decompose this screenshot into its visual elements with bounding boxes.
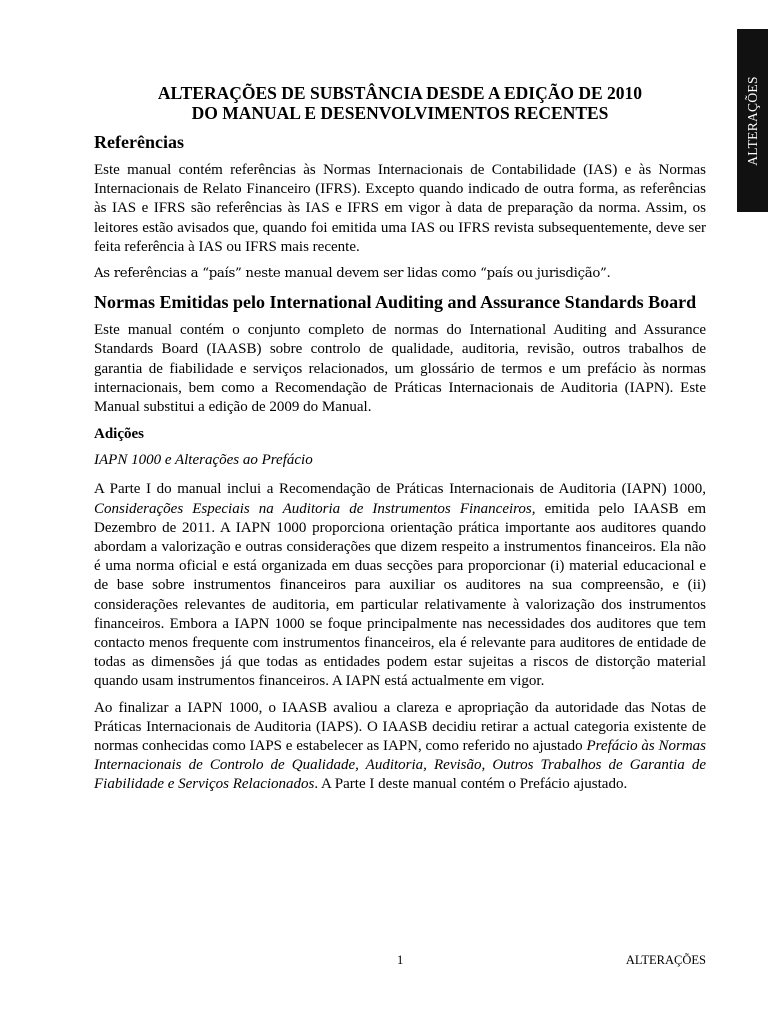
page-title [94, 83, 706, 123]
footer-running-header: ALTERAÇÕES [625, 953, 706, 967]
page-title-line-2: DO MANUAL E DESENVOLVIMENTOS RECENTES [191, 103, 609, 123]
paragraph-prefacio-text-b: . A Parte I deste manual contém o Prefácio ajustado. [314, 776, 628, 793]
heading-referencias: Referências [94, 132, 184, 152]
paragraph-prefacio-title: Prefácio às Normas Internacionais de Controlo de Qualidade, Auditoria, Revisão, Outros Trabalhos de Garantia de Fiabilidade e Serviços Relacionados [94, 738, 706, 793]
page-number: 1 [397, 953, 404, 967]
paragraph-referencias: Este manual contém referências às Normas Internacionais de Contabilidade (IAS) e às Normas Internacionais de Relato Financeiro (IFRS). Excepto quando indicado de outra forma, as referências às IAS e IFRS são referências às IAS e IFRS em vigor à data de preparação da norma. Assim, os leitores estão avisados que, quando foi emitida uma IAS ou IFRS revista subsequentemente, deve ser feita referência à IAS ou IFRS mais recente. [94, 162, 706, 255]
paragraph-iapn-1000 [94, 480, 706, 691]
section-side-tab [737, 29, 768, 212]
heading-normas: Normas Emitidas pelo International Auditing and Assurance Standards Board [94, 292, 697, 313]
note-pais [94, 264, 706, 283]
side-tab-label: ALTERAÇÕES [744, 75, 760, 166]
paragraph-iapn-text-a: A Parte I do manual inclui a Recomendação de Práticas Internacionais de Auditoria (IAPN) 1000, [94, 481, 706, 498]
paragraph-iapn-text-b: emitida pelo IAASB em Dezembro de 2011. A IAPN 1000 proporciona orientação prática importante aos auditores quando abordam a valorização e outras considerações que dizem respeito a instrumentos financeiros. Ela não é uma norma oficial e está organizada em duas secções para proporcionar (i) material educacional e de base sobre instrumentos financeiros para auxiliar os auditores na sua compreensão, e (ii) considerações relevantes de auditoria, em particular relativamente à valorização dos instrumentos financeiros. Embora a IAPN 1000 se foque principalmente nas necessidades dos auditores que tem contacto menos frequente com instrumentos financeiros, ela é relevante para auditores de entidade de todas as dimensões já que todas as entidades podem estar sujeitas a riscos de distorção material quando usam instrumentos financeiros. A IAPN está actualmente em vigor. [94, 500, 706, 690]
note-pais-text: As referências a “país” neste manual devem ser lidas como “país ou jurisdição”. [94, 266, 611, 282]
paragraph-prefacio [94, 699, 706, 795]
heading-adicoes: Adições [94, 426, 144, 443]
paragraph-normas: Este manual contém o conjunto completo de normas do International Auditing and Assurance Standards Board (IAASB) sobre controlo de qualidade, auditoria, revisão, outros trabalhos de garantia de fiabilidade e serviços relacionados, um glossário de termos e um prefácio às normas internacionais, bem como a Recomendação de Práticas Internacionais de Auditoria (IAPN). Este Manual substitui a edição de 2009 do Manual. [94, 322, 706, 416]
subheading-iapn: IAPN 1000 e Alterações ao Prefácio [94, 452, 313, 469]
paragraph-prefacio-text-a: Ao finalizar a IAPN 1000, o IAASB avaliou a clareza e apropriação da autoridade das Notas de Práticas Internacionais de Auditoria (IAPS). O IAASB decidiu retirar a actual categoria existente de normas conhecidas como IAPS e estabelecer as IAPN, como referido no ajustado [94, 699, 706, 755]
document-page [94, 83, 706, 802]
page-title-line-1: ALTERAÇÕES DE SUBSTÂNCIA DESDE A EDIÇÃO DE 2010 [157, 83, 643, 103]
paragraph-iapn-title: Considerações Especiais na Auditoria de Instrumentos Financeiros, [94, 500, 536, 517]
